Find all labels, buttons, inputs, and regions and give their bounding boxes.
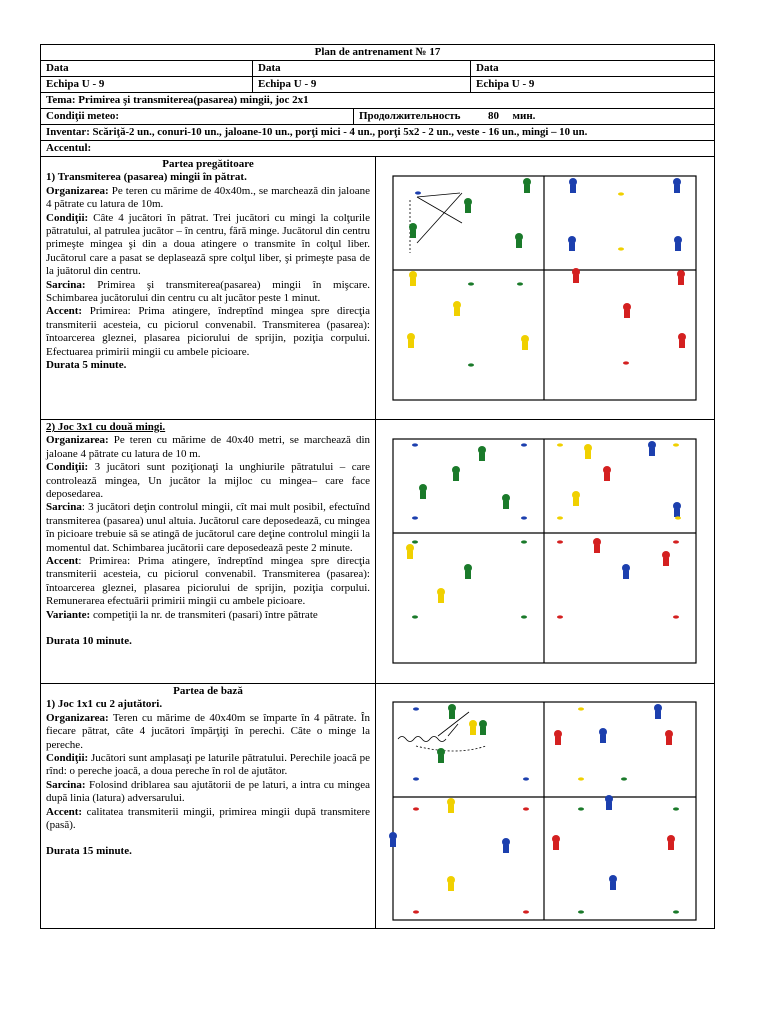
cond-label: Condiţii:	[46, 461, 89, 474]
accent-text: Primirea: Prima atingere, îndreptînd mingea spre direcţia transmiterii acesteia, cu piciorul convenabil. Transmiterea (pasarea): întoarcerea gleznei, plasarea piciorului de sprijin, poziţia corpului. Efectuarea primirii mingii cu ambele picioare.	[46, 305, 370, 358]
cond-text: Jucători sunt amplasaţi pe laturile pătratului. Perechile joacă pe rînd: o pereche joacă, a doua pereche în rol de ajutător.	[46, 752, 370, 778]
task-label: Sarcina:	[46, 778, 86, 791]
accent-label: Accent:	[46, 305, 83, 318]
pitch-diagram-1	[376, 157, 713, 419]
section-3-text	[41, 684, 376, 928]
section-2-heading: 2) Joc 3x1 cu două mingi.	[46, 421, 166, 433]
section-warmup-passing	[41, 157, 714, 420]
accent-text: calitatea transmiterii mingii, primirea mingii după transmitere (pasă).	[46, 805, 370, 832]
section-1-duration: Durata 5 minute.	[46, 359, 127, 372]
section-3x1-game	[41, 420, 714, 684]
section-1x1-game	[41, 684, 714, 928]
meteo-row	[41, 109, 714, 125]
accent-row: Accentul:	[41, 141, 714, 157]
section-1-part-title: Partea pregătitoare	[162, 158, 254, 170]
team-cell-2: Echipa U - 9	[253, 77, 471, 92]
pitch-diagram-2	[376, 420, 713, 683]
task-text: Folosind driblarea sau ajutătorii de pe laturi, a intra cu mingea după linia (latura) adversarului.	[46, 778, 370, 805]
task-text: : 3 jucători deţin controlul mingii, cît mai mult posibil, efectuînd transmiterea (pasarea) unul altuia. Jucătorul care deposedează, cu mingea în picioare trebuie să se atingă de jucătorul care deţine controlul mingii la momentul dat. Schimbarea jucătorii care deposedează peste 2 minute.	[46, 501, 370, 554]
plan-title: Plan de antrenament № 17	[41, 45, 714, 61]
date-cell-1: Data	[41, 61, 253, 76]
variant-text: competiţii la nr. de transmiteri (pasari) între pătrate	[90, 608, 318, 621]
section-2-text	[41, 420, 376, 683]
duration-unit: мин.	[512, 110, 536, 122]
team-row	[41, 77, 714, 93]
section-2-duration: Durata 10 minute.	[46, 635, 132, 648]
date-cell-2: Data	[253, 61, 471, 76]
variant-label: Variante:	[46, 608, 91, 621]
section-3-duration: Durata 15 minute.	[46, 845, 132, 858]
org-label: Organizarea:	[46, 434, 109, 447]
section-3-part-title: Partea de bază	[173, 685, 243, 697]
section-1-text	[41, 157, 376, 419]
section-3-heading: 1) Joc 1x1 cu 2 ajutători.	[46, 698, 163, 711]
org-label: Organizarea:	[46, 711, 109, 724]
accent-text: : Primirea: Prima atingere, îndreptînd mingea spre direcţia transmiterii acesteia, cu piciorul convenabil. Transmiterea (pasarea): întoarcerea gleznei, plasarea piciorului de sprijin, poziţia corpului. Remunerarea efectuării primirii mingii cu ambele picioare.	[46, 555, 370, 608]
section-1-heading: 1) Transmiterea (pasarea) mingii în pătrat.	[46, 171, 247, 184]
duration-label: Продолжительность	[359, 110, 461, 122]
duration-cell	[354, 109, 714, 124]
org-text: Pe teren cu mărime de 40x40 metri, se marchează din jaloane 4 pătrate cu latura de 10 m.	[46, 434, 370, 460]
cond-text: Câte 4 jucători în pătrat. Trei jucători cu mingi la colţurile pătratului, al patrulea jucător – în centru, fără minge. Jucătorul din centru primeşte mingea şi din a doua atingere o transmite în colţul liber. Jucătorul care a pasat se deplasează spre colţul liber, şi primeşte pasa de la juătorul din centru.	[46, 211, 370, 278]
cond-label: Condiţii:	[46, 752, 89, 765]
drill-diagram-1	[376, 157, 714, 419]
org-text: Pe teren cu mărime de 40x40m., se marchează din jaloane 4 pătrate cu latura de 10m.	[46, 184, 370, 211]
cond-label: Condiţii:	[46, 211, 89, 224]
date-cell-3: Data	[476, 62, 499, 74]
task-text: Primirea şi transmiterea(pasarea) mingii în mişcare. Schimbarea jucătorului din centru cu alt jucător peste 1 minut.	[46, 278, 370, 305]
duration-value: 80	[487, 110, 499, 122]
accent-label: Accent:	[46, 805, 83, 818]
org-text: Teren cu mărime de 40x40m se împarte în 4 pătrate. În fiecare pătrat, câte 4 jucători împărţiţi în perechi. Câte o minge la pereche.	[46, 711, 370, 751]
pitch-diagram-3	[376, 684, 713, 928]
cond-text: 3 jucători sunt poziţionaţi la unghiurile pătratului – care controlează mingea, Un jucător la mijloc cu mingea– care face deposedarea.	[46, 461, 370, 501]
accent-label: Accent	[46, 555, 79, 568]
training-plan-table	[40, 44, 715, 929]
theme-row: Tema: Primirea şi transmiterea(pasarea) mingii, joc 2x1	[41, 93, 714, 109]
weather-label: Condiţii meteo:	[41, 109, 354, 124]
task-label: Sarcina	[46, 501, 82, 514]
drill-diagram-3	[376, 684, 714, 928]
date-row	[41, 61, 714, 77]
drill-diagram-2	[376, 420, 714, 683]
team-cell-1: Echipa U - 9	[41, 77, 253, 92]
org-label: Organizarea:	[46, 184, 109, 197]
task-label: Sarcina:	[46, 278, 86, 291]
inventory-row: Inventar: Scăriţă-2 un., conuri-10 un., jaloane-10 un., porţi mici - 4 un., porţi 5x2 - 2 un., veste - 16 un., mingi – 10 un.	[41, 125, 714, 141]
team-cell-3: Echipa U - 9	[476, 78, 535, 90]
